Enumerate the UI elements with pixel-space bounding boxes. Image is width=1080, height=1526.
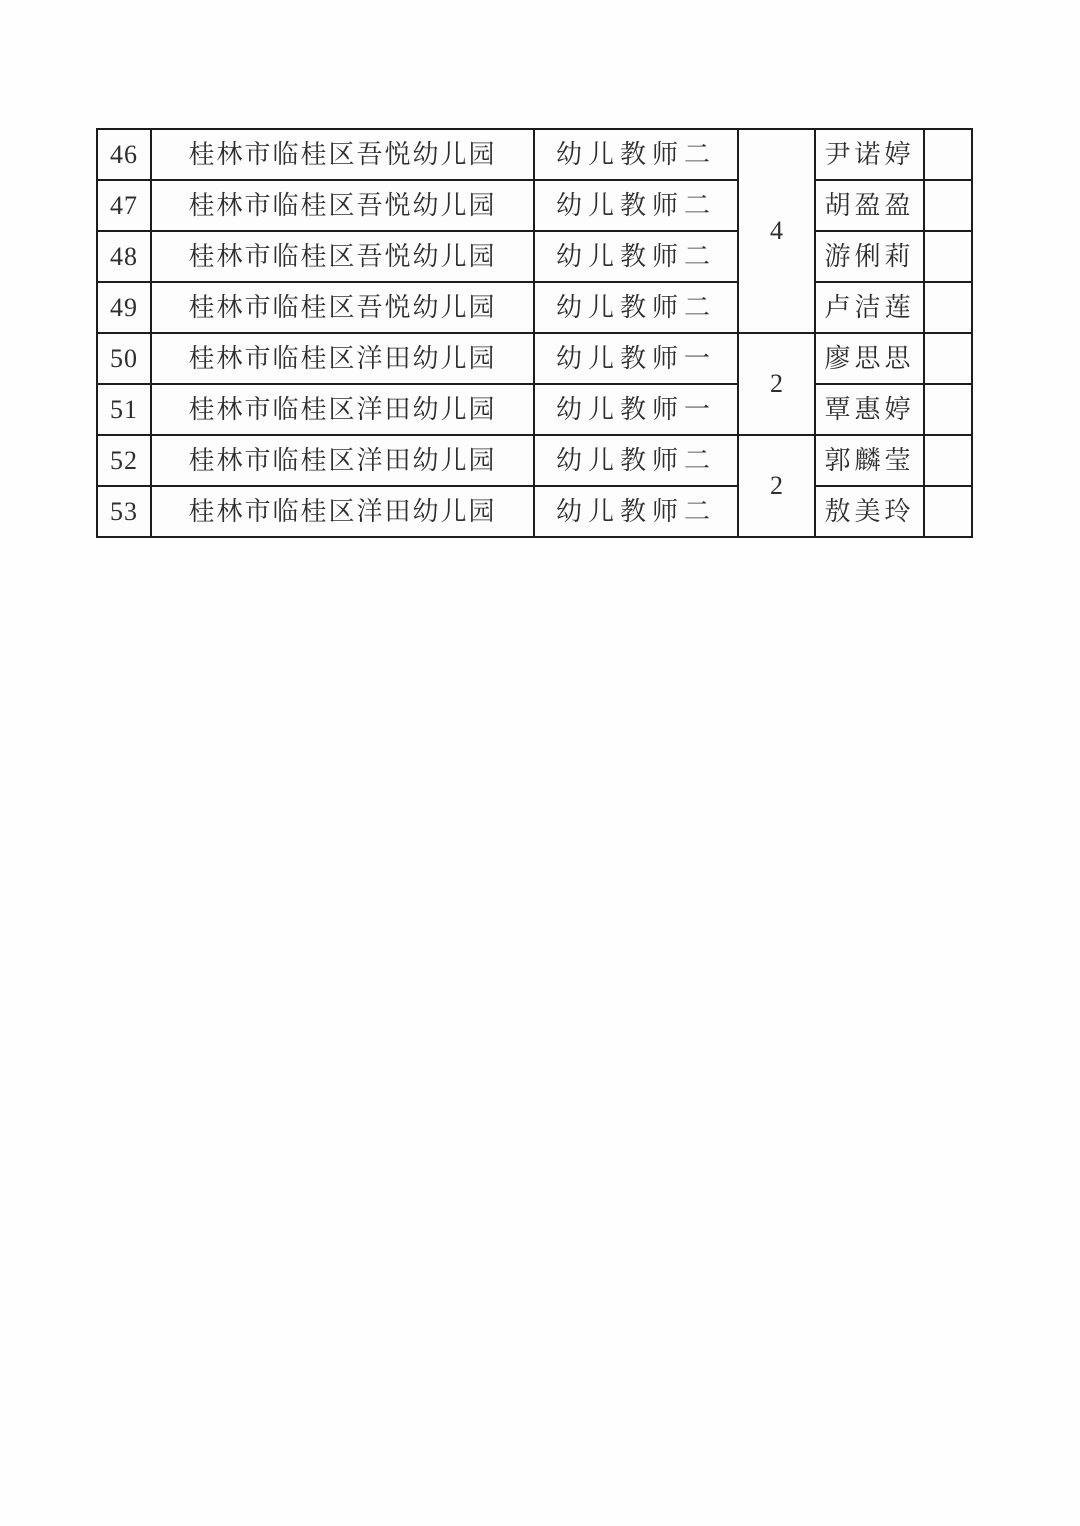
- org-cell: 桂林市临桂区洋田幼儿园: [151, 333, 534, 384]
- name-cell: 尹诺婷: [815, 129, 924, 180]
- position-cell: 幼儿教师二: [534, 435, 738, 486]
- position-cell: 幼儿教师二: [534, 129, 738, 180]
- org-cell: 桂林市临桂区洋田幼儿园: [151, 384, 534, 435]
- table-row: [97, 435, 972, 486]
- name-cell: 廖思思: [815, 333, 924, 384]
- table-row: [97, 282, 972, 333]
- blank-cell: [924, 282, 972, 333]
- table-row: [97, 129, 972, 180]
- row-number-cell: 50: [97, 333, 151, 384]
- table-row: [97, 180, 972, 231]
- row-number-cell: 47: [97, 180, 151, 231]
- row-number-cell: 49: [97, 282, 151, 333]
- recruitment-roster-table: [96, 128, 973, 538]
- row-number-cell: 52: [97, 435, 151, 486]
- blank-cell: [924, 435, 972, 486]
- position-cell: 幼儿教师一: [534, 333, 738, 384]
- name-cell: 卢洁莲: [815, 282, 924, 333]
- name-cell: 游俐莉: [815, 231, 924, 282]
- blank-cell: [924, 384, 972, 435]
- row-number-cell: 46: [97, 129, 151, 180]
- position-cell: 幼儿教师一: [534, 384, 738, 435]
- blank-cell: [924, 231, 972, 282]
- blank-cell: [924, 180, 972, 231]
- org-cell: 桂林市临桂区吾悦幼儿园: [151, 129, 534, 180]
- recruit-count-cell: 2: [738, 435, 815, 537]
- blank-cell: [924, 333, 972, 384]
- name-cell: 敖美玲: [815, 486, 924, 537]
- org-cell: 桂林市临桂区洋田幼儿园: [151, 435, 534, 486]
- org-cell: 桂林市临桂区洋田幼儿园: [151, 486, 534, 537]
- position-cell: 幼儿教师二: [534, 231, 738, 282]
- row-number-cell: 53: [97, 486, 151, 537]
- name-cell: 胡盈盈: [815, 180, 924, 231]
- org-cell: 桂林市临桂区吾悦幼儿园: [151, 282, 534, 333]
- name-cell: 郭麟莹: [815, 435, 924, 486]
- row-number-cell: 51: [97, 384, 151, 435]
- recruit-count-cell: 4: [738, 129, 815, 333]
- org-cell: 桂林市临桂区吾悦幼儿园: [151, 180, 534, 231]
- position-cell: 幼儿教师二: [534, 180, 738, 231]
- table-row: [97, 486, 972, 537]
- table-row: [97, 333, 972, 384]
- row-number-cell: 48: [97, 231, 151, 282]
- table-row: [97, 384, 972, 435]
- recruit-count-cell: 2: [738, 333, 815, 435]
- position-cell: 幼儿教师二: [534, 282, 738, 333]
- name-cell: 覃惠婷: [815, 384, 924, 435]
- blank-cell: [924, 486, 972, 537]
- blank-cell: [924, 129, 972, 180]
- table-row: [97, 231, 972, 282]
- org-cell: 桂林市临桂区吾悦幼儿园: [151, 231, 534, 282]
- position-cell: 幼儿教师二: [534, 486, 738, 537]
